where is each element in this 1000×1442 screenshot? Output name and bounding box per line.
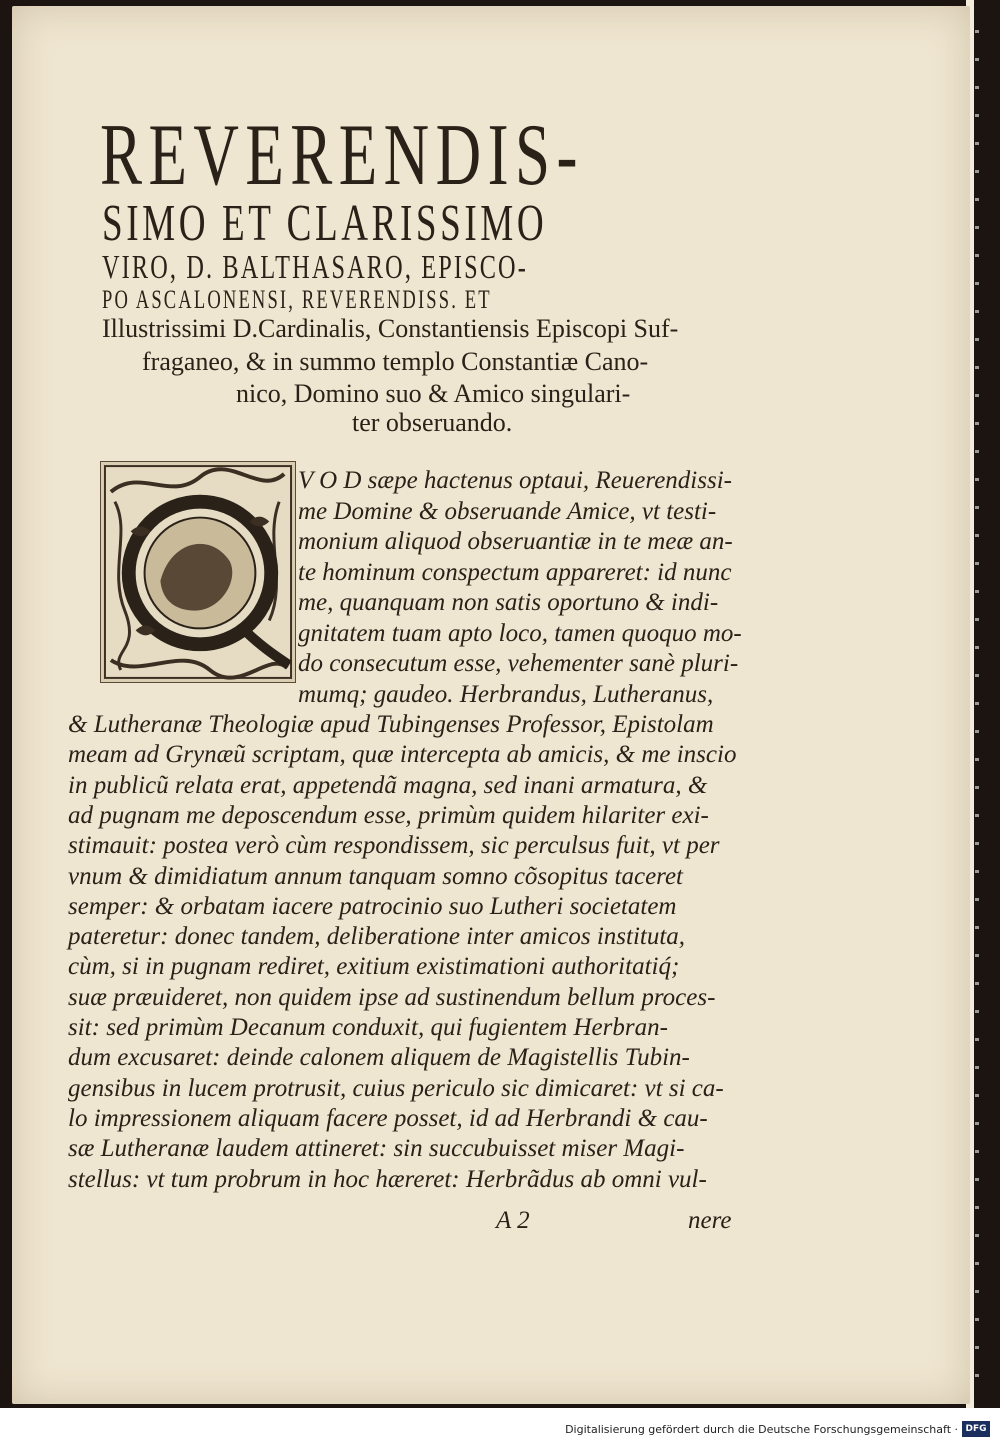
dedication-line: Illustrissimi D.Cardinalis, Constantiensis Episcopi Suf- — [102, 314, 679, 343]
body-line: stimauit: postea verò cùm respondissem, sic perculsus fuit, vt per — [68, 832, 720, 860]
body-line: dum excusaret: deinde calonem aliquem de Magistellis Tubin- — [68, 1044, 690, 1072]
book-page — [12, 6, 970, 1404]
ruler-tick — [975, 1318, 979, 1321]
dedication-line: fraganeo, & in summo templo Constantiæ Cano- — [142, 347, 649, 376]
ruler-tick — [975, 842, 979, 845]
ruler-tick — [975, 282, 979, 285]
body-line: vnum & dimidiatum annum tanquam somno cõsopitus taceret — [68, 862, 684, 890]
body-line: gensibus in lucem protrusit, cuius periculo sic dimicaret: vt si ca- — [68, 1074, 724, 1102]
funding-notice: Digitalisierung gefördert durch die Deutsche Forschungsgemeinschaft · — [565, 1423, 958, 1436]
ruler-tick — [975, 898, 979, 901]
ruler-tick — [975, 142, 979, 145]
ruler-tick — [975, 478, 979, 481]
ruler-tick — [975, 1374, 979, 1377]
ruler-tick — [975, 1066, 979, 1069]
signature-mark: A 2 — [496, 1207, 530, 1234]
title-line-2: SIMO ET CLARISSIMO — [102, 195, 548, 252]
ruler-tick — [975, 450, 979, 453]
ruler-tick — [975, 1122, 979, 1125]
body-line: me Domine & obseruande Amice, vt testi- — [298, 497, 717, 525]
body-line: & Lutheranæ Theologiæ apud Tubingenses Professor, Epistolam — [68, 711, 714, 738]
dedication-line: ter obseruando. — [352, 408, 513, 437]
title-line-4: PO ASCALONENSI, REVERENDISS. ET — [102, 285, 492, 314]
body-line: monium aliquod obseruantiæ in te meæ an- — [298, 528, 733, 555]
ruler-tick — [975, 814, 979, 817]
ruler-tick — [975, 562, 979, 565]
body-line: sæ Lutheranæ laudem attineret: sin succubuisset miser Magi- — [68, 1135, 685, 1163]
body-line: meam ad Grynæũ scriptam, quæ intercepta ab amicis, & me inscio — [68, 741, 737, 769]
body-line: stellus: vt tum probrum in hoc hæreret: Herbrãdus ab omni vul- — [68, 1165, 707, 1193]
body-line: semper: & orbatam iacere patrocinio suo Lutheri societatem — [68, 892, 677, 920]
dedication-line: nico, Domino suo & Amico singulari- — [236, 379, 631, 408]
body-line: cùm, si in pugnam rediret, exitium existimationi authoritatiq́; — [68, 953, 680, 981]
ruler-tick — [975, 674, 979, 677]
ruler-tick — [975, 1038, 979, 1041]
body-line: gnitatem tuam apto loco, tamen quoquo mo- — [298, 619, 742, 647]
ruler-tick — [975, 786, 979, 789]
ruler-tick — [975, 1010, 979, 1013]
ruler-tick — [975, 1346, 979, 1349]
catchword: nere — [688, 1207, 732, 1234]
ruler-tick — [975, 730, 979, 733]
ruler-tick — [975, 590, 979, 593]
ruler-tick — [975, 394, 979, 397]
ruler-tick — [975, 702, 979, 705]
ruler-tick — [975, 198, 979, 201]
ruler-tick — [975, 310, 979, 313]
dfg-logo: DFG — [962, 1421, 990, 1437]
body-line: me, quanquam non satis oportuno & indi- — [298, 589, 719, 616]
ruler-tick — [975, 534, 979, 537]
decorated-initial-q — [100, 461, 296, 683]
ruler-tick — [975, 30, 979, 33]
body-line: lo impressionem aliquam facere posset, id ad Herbrandi & cau- — [68, 1104, 708, 1132]
footer-bar — [0, 1408, 1000, 1442]
body-line: ad pugnam me deposcendum esse, primùm quidem hilariter exi- — [68, 801, 709, 829]
ruler-tick — [975, 226, 979, 229]
title-line-1: REVERENDIS- — [100, 107, 584, 204]
ruler-tick — [975, 1262, 979, 1265]
ruler-tick — [975, 954, 979, 957]
ruler-tick — [975, 422, 979, 425]
ruler-tick — [975, 170, 979, 173]
ruler-tick — [975, 58, 979, 61]
ruler-tick — [975, 114, 979, 117]
ruler-tick — [975, 1234, 979, 1237]
body-line: V O D sæpe hactenus optaui, Reuerendissi- — [298, 467, 732, 494]
ruler-tick — [975, 366, 979, 369]
body-line: suæ præuideret, non quidem ipse ad sustinendum bellum proces- — [68, 983, 716, 1011]
ruler-tick — [975, 618, 979, 621]
ruler-tick — [975, 86, 979, 89]
ruler-tick — [975, 870, 979, 873]
body-line: pateretur: donec tandem, deliberatione inter amicos instituta, — [68, 923, 686, 951]
body-line: in publicũ relata erat, appetendã magna, sed inani armatura, & — [68, 771, 708, 799]
title-line-3: VIRO, D. BALTHASARO, EPISCO- — [102, 249, 528, 286]
ruler-tick — [975, 1150, 979, 1153]
body-line: do consecutum esse, vehementer sanè pluri- — [298, 650, 739, 677]
body-line: mumq; gaudeo. Herbrandus, Lutheranus, — [298, 680, 714, 708]
ruler-tick — [975, 982, 979, 985]
ruler-tick — [975, 926, 979, 929]
ruler-tick — [975, 1206, 979, 1209]
body-line: sit: sed primùm Decanum conduxit, qui fugientem Herbran- — [68, 1014, 668, 1041]
ruler-tick — [975, 646, 979, 649]
ruler-tick — [975, 758, 979, 761]
ruler-tick — [975, 254, 979, 257]
ruler-tick — [975, 506, 979, 509]
ruler-tick — [975, 1094, 979, 1097]
woodcut-ornament-icon — [101, 462, 295, 682]
ruler-tick — [975, 1290, 979, 1293]
body-line: te hominum conspectum appareret: id nunc — [298, 558, 732, 586]
ruler-tick — [975, 1178, 979, 1181]
ruler-tick — [975, 338, 979, 341]
